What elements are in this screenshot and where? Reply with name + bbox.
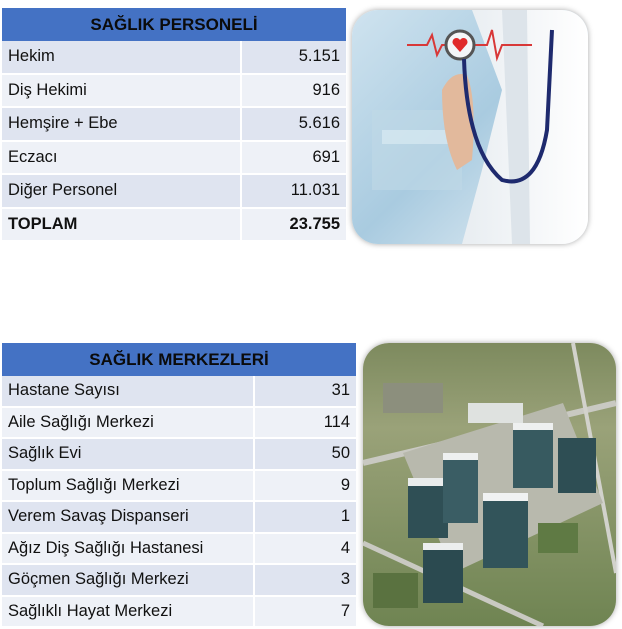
row-label: Ağız Diş Sağlığı Hastanesi [2, 533, 254, 565]
row-value: 5.616 [241, 107, 346, 141]
table-row-total [2, 208, 346, 242]
row-label: Eczacı [2, 141, 241, 175]
row-value: 9 [254, 470, 356, 502]
row-value: 11.031 [241, 174, 346, 208]
health-staff-table [2, 8, 346, 242]
health-centers-table [2, 343, 356, 628]
table-row [2, 141, 346, 175]
total-label: TOPLAM [2, 208, 241, 242]
total-value: 23.755 [241, 208, 346, 242]
doctor-stethoscope-photo [352, 10, 588, 244]
row-label: Hemşire + Ebe [2, 107, 241, 141]
row-value: 50 [254, 438, 356, 470]
table-row [2, 407, 356, 439]
row-label: Sağlıklı Hayat Merkezi [2, 596, 254, 628]
row-label: Aile Sağlığı Merkezi [2, 407, 254, 439]
row-value: 3 [254, 564, 356, 596]
row-value: 7 [254, 596, 356, 628]
hospital-aerial-photo [363, 343, 616, 626]
row-label: Hekim [2, 41, 241, 74]
health-staff-title: SAĞLIK PERSONELİ [2, 8, 346, 41]
table-row [2, 501, 356, 533]
table-row [2, 107, 346, 141]
table-row [2, 376, 356, 407]
row-label: Göçmen Sağlığı Merkezi [2, 564, 254, 596]
row-label: Toplum Sağlığı Merkezi [2, 470, 254, 502]
table-row [2, 533, 356, 565]
table-row [2, 564, 356, 596]
table-row [2, 41, 346, 74]
row-value: 691 [241, 141, 346, 175]
row-value: 31 [254, 376, 356, 407]
row-label: Sağlık Evi [2, 438, 254, 470]
table-row [2, 174, 346, 208]
table-row [2, 74, 346, 108]
table-row [2, 596, 356, 628]
row-value: 4 [254, 533, 356, 565]
table-row [2, 470, 356, 502]
row-value: 5.151 [241, 41, 346, 74]
row-value: 916 [241, 74, 346, 108]
row-value: 1 [254, 501, 356, 533]
row-label: Verem Savaş Dispanseri [2, 501, 254, 533]
table-row [2, 438, 356, 470]
row-label: Diğer Personel [2, 174, 241, 208]
row-label: Diş Hekimi [2, 74, 241, 108]
row-value: 114 [254, 407, 356, 439]
row-label: Hastane Sayısı [2, 376, 254, 407]
health-centers-title: SAĞLIK MERKEZLERİ [2, 343, 356, 376]
